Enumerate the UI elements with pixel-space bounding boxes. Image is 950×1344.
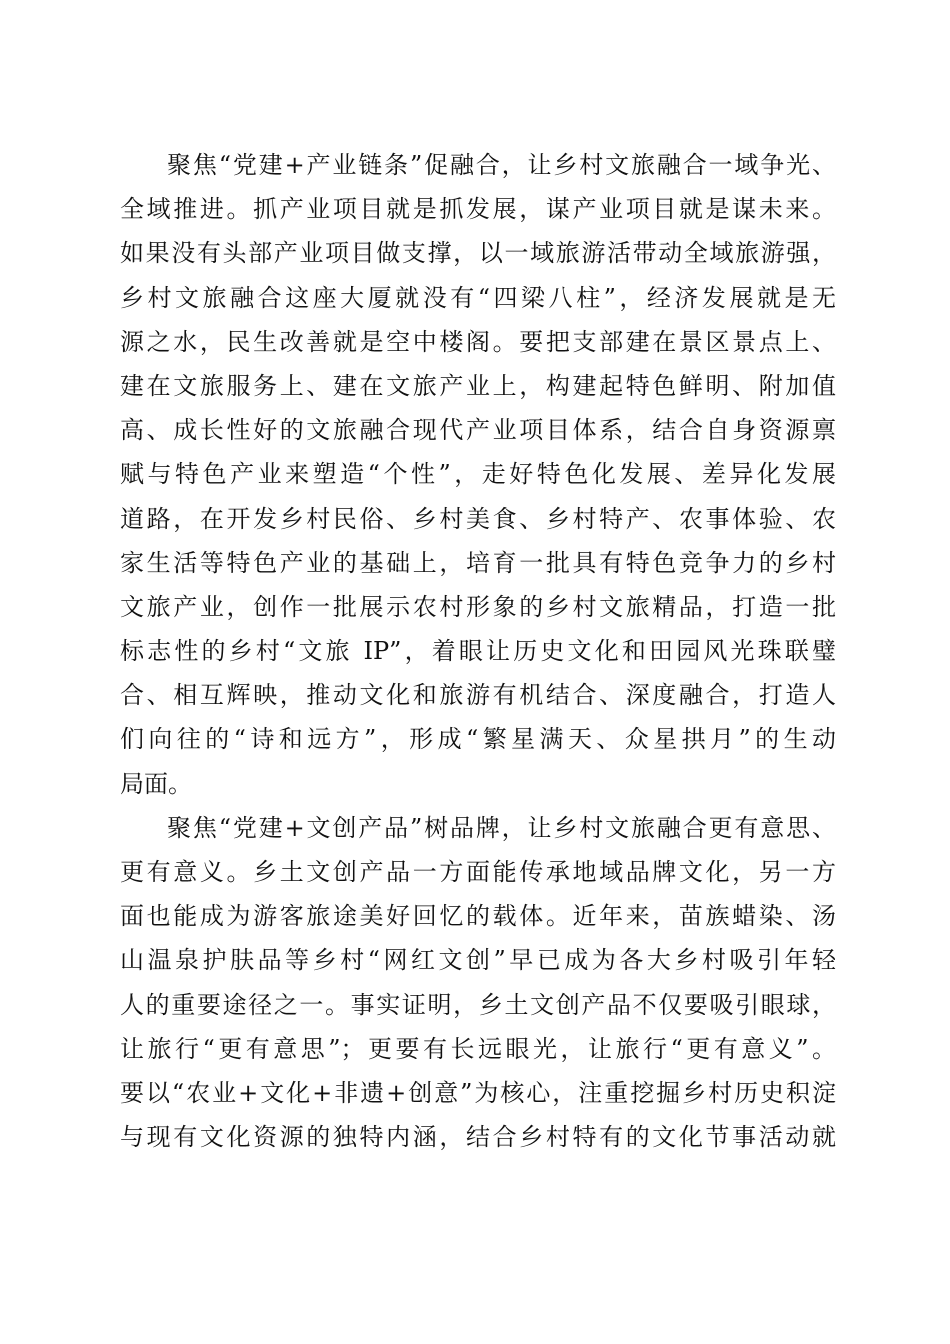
text-line: 高、成长性好的文旅融合现代产业项目体系，结合自身资源禀 [120,416,836,445]
text-line: 赋与特色产业来塑造“个性”，走好特色化发展、差异化发展 [120,460,836,489]
text-line: 全域推进。抓产业项目就是抓发展，谋产业项目就是谋未来。 [120,195,836,224]
text-line: 乡村文旅融合这座大厦就没有“四梁八柱”，经济发展就是无 [120,283,836,312]
text-line: 合、相互辉映，推动文化和旅游有机结合、深度融合，打造人 [120,681,836,710]
text-line: 面也能成为游客旅途美好回忆的载体。近年来，苗族蜡染、汤 [120,902,836,931]
text-line: 家生活等特色产业的基础上，培育一批具有特色竞争力的乡村 [120,548,836,577]
document-page [120,143,836,1159]
text-line: 标志性的乡村“文旅 IP”，着眼让历史文化和田园风光珠联璧 [120,637,836,666]
text-line: 文旅产业，创作一批展示农村形象的乡村文旅精品，打造一批 [120,592,836,621]
paragraph-industry-chain [120,143,836,806]
text-line: 源之水，民生改善就是空中楼阁。要把支部建在景区景点上、 [120,327,836,356]
text-line: 建在文旅服务上、建在文旅产业上，构建起特色鲜明、附加值 [120,371,836,400]
text-line: 与现有文化资源的独特内涵，结合乡村特有的文化节事活动就 [120,1123,836,1152]
text-line: 如果没有头部产业项目做支撑，以一域旅游活带动全域旅游强， [120,239,836,268]
text-line: 让旅行“更有意思”；更要有长远眼光，让旅行“更有意义”。 [120,1034,836,1063]
text-line: 道路，在开发乡村民俗、乡村美食、乡村特产、农事体验、农 [120,504,836,533]
text-line: 局面。 [120,769,192,798]
text-line: 聚焦“党建+文创产品”树品牌，让乡村文旅融合更有意思、 [167,813,836,842]
text-line: 更有意义。乡土文创产品一方面能传承地域品牌文化，另一方 [120,858,836,886]
text-line: 聚焦“党建+产业链条”促融合，让乡村文旅融合一域争光、 [167,151,836,179]
text-line: 们向往的“诗和远方”，形成“繁星满天、众星拱月”的生动 [120,725,836,754]
text-line: 山温泉护肤品等乡村“网红文创”早已成为各大乡村吸引年轻 [120,946,836,975]
text-line: 人的重要途径之一。事实证明，乡土文创产品不仅要吸引眼球， [120,990,836,1019]
paragraph-cultural-products [120,806,836,1160]
text-line: 要以“农业+文化+非遗+创意”为核心，注重挖掘乡村历史积淀 [120,1078,836,1107]
